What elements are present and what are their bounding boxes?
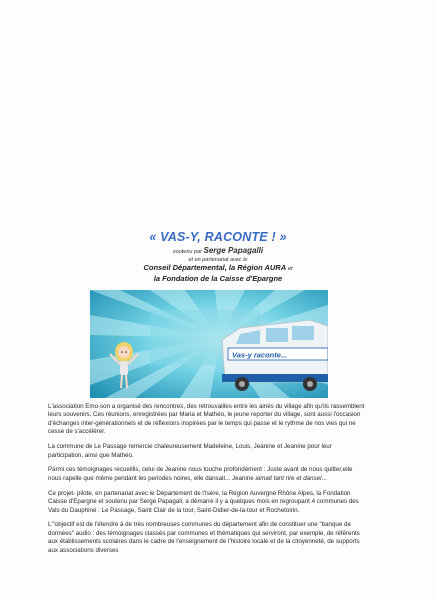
- partner-line-1-and: et: [287, 266, 293, 272]
- paragraph-3: [48, 466, 366, 483]
- paragraph-3-text: Parmi ces témoignages recueillis, celui de Jeanine nous touche profondément : Juste avant de nous quitter,elle nous rapelle que même pendant les periodes noires, elle dansait... Jeanine: [48, 466, 353, 482]
- sponsor-prefix: soutenu par: [172, 249, 202, 255]
- paragraph-4: Ce projet- pilote, en partenariat avec le Département de l'Isère, la Région Auvergne Rhône Alpes, la Fondation Caisse d'Epargne et soutenu par Serge Papagali, a démarré il y a quelques mois en regroupant 4 communes des Vals du Dauphiné : Le Passage, Saint Clair de la tour, Saint-Didier-de-la-tour et Rochetoirin.: [48, 489, 359, 514]
- partner-line-1-text: Conseil Départemental, la Région AURA: [143, 263, 286, 272]
- page-title: « VAS-Y, RACONTE ! »: [149, 230, 287, 244]
- banner-illustration: [90, 290, 328, 398]
- partner-line-2: la Fondation de la Caisse d'Epargne: [153, 274, 283, 283]
- paragraph-3-italic: aimait tant rire et danser...: [255, 474, 328, 482]
- paragraph-2: La commune de Le Passage remercie chaleureusement Madeleine, Louis, Jeanine et Jeanine pour leur participation, ainsi que Mathéo.: [48, 443, 332, 459]
- article-body: [48, 403, 366, 562]
- header: [0, 230, 436, 283]
- sponsor-line: [0, 246, 436, 255]
- van-text: Vas-y raconte...: [232, 350, 288, 360]
- partner-line-1: [0, 263, 436, 274]
- sponsor-name: Serge Papagalli: [203, 246, 264, 255]
- paragraph-5: L'"objectif est de l'étendre à de très nombreuses communes du département afin de constituer une "banque de données" audio : des témoignages classés par communes et thématiques qui serviront, par exemple, de référents aux établissements scolaires dans le cadre de l'enseignement de l'histoire locale et de la citoyenneté, de supports aux associations diverses: [48, 521, 360, 554]
- partner-prefix: et en partenariat avec le: [188, 257, 248, 263]
- paragraph-1: L'association Emo-son a organisé des rencontres, des retrouvailles entre les ainés du village afin qu'ils rassemblent leurs souvenirs. Ces réunions, enregistrées par Maria et Mathéo, le jeune reporter du village, sont aussi l'occasion d'échanges inter-générationnels et de réflexions inspirées par le temps qui passe et le rythme de nos vies qui ne cesse de s'accélérer.: [48, 403, 365, 436]
- banner-image: [90, 290, 328, 398]
